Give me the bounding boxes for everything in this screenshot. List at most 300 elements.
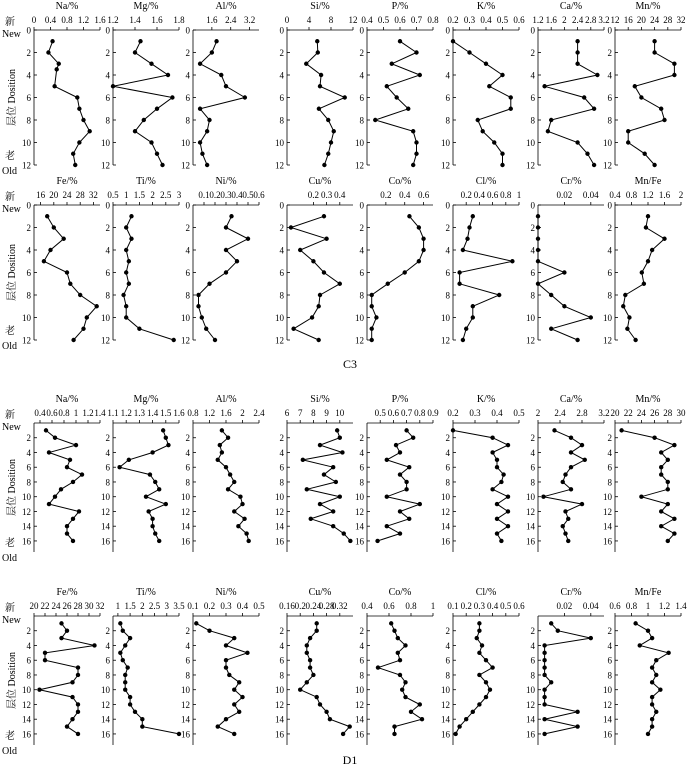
g0-r1-p2-data-point-5 bbox=[224, 270, 228, 274]
g0-r1-p7-data-point-5 bbox=[640, 270, 644, 274]
g1-r0-p6-y-tick-label-3: 8 bbox=[530, 477, 535, 488]
g0-r1-p6-x-tick-label-0: 0.02 bbox=[556, 190, 573, 200]
g1-r0-p5-data-point-7 bbox=[499, 480, 503, 484]
g0-r0-p3-y-tick-label-4: 8 bbox=[279, 115, 284, 126]
g0-r1-p3-data-point-11 bbox=[316, 338, 320, 342]
g0-r1-p0-y-tick-label-0: 0 bbox=[26, 200, 31, 211]
g0-r1-p2-data-point-11 bbox=[213, 338, 217, 342]
g0-r1-p6-y-tick-label-4: 8 bbox=[530, 290, 535, 301]
g1-r1-p2-x-tick-label-4: 0.5 bbox=[253, 601, 265, 611]
g0-r0-p7-x-tick-label-4: 28 bbox=[663, 15, 673, 25]
g1-r1-p7-x-tick-label-4: 1.4 bbox=[675, 601, 687, 611]
g1-r1-p5-data-point-6 bbox=[490, 665, 494, 669]
g0-r1-p4-y-tick-label-4: 8 bbox=[359, 290, 364, 301]
g1-r0-p4-data-point-7 bbox=[404, 480, 408, 484]
g0-r1-p3-y-tick-label-3: 6 bbox=[279, 268, 284, 278]
g1-r1-p2-series-line bbox=[196, 623, 247, 734]
g0-r1-p3-title: Cu/% bbox=[308, 176, 332, 187]
g1-r1-p1-x-tick-label-2: 2 bbox=[140, 601, 145, 611]
g0-r0-p2-data-point-1 bbox=[210, 50, 214, 54]
g1-r1-p3-y-tick-label-0: 2 bbox=[279, 626, 284, 637]
g0-r0-p1-data-point-8 bbox=[133, 129, 137, 133]
g1-r1-p3-data-point-14 bbox=[348, 724, 352, 728]
g1-r1-p7-y-tick-label-2: 6 bbox=[607, 655, 612, 666]
g1-r1-p6-y-tick-label-7: 16 bbox=[526, 729, 535, 740]
g0-r0-p6-y-tick-label-5: 10 bbox=[526, 138, 535, 148]
g1-r0-p2-y-tick-label-6: 14 bbox=[181, 521, 190, 532]
g1-r1-p0-data-point-12 bbox=[76, 710, 80, 714]
g0-r0-p0-data-point-5 bbox=[75, 95, 79, 99]
g1-r0-p0-x-tick-label-3: 1 bbox=[73, 408, 79, 418]
g1-r0-p4-x-tick-label-2: 0.7 bbox=[400, 408, 413, 418]
g0-r1-p3-y-tick-label-4: 8 bbox=[279, 290, 284, 301]
g1-r1-p0-x-tick-label-6: 32 bbox=[95, 601, 105, 611]
g0-r1-p7-y-tick-label-0: 0 bbox=[607, 200, 612, 211]
g0-r1-p2-y-tick-label-1: 2 bbox=[185, 223, 190, 233]
g0-r0-p5-x-tick-label-4: 0.6 bbox=[513, 15, 525, 25]
g1-r0-p6-data-point-2 bbox=[580, 443, 584, 447]
g0-r0-p7-x-tick-label-3: 24 bbox=[650, 15, 660, 25]
g0-r0-p6-y-tick-label-0: 0 bbox=[530, 25, 535, 36]
g0-r0-p5-x-tick-label-0: 0.2 bbox=[447, 15, 459, 25]
g1-r1-p2-data-point-4 bbox=[245, 651, 249, 655]
g1-r1-p2-y-tick-label-7: 16 bbox=[181, 729, 190, 740]
g0-r0-p4-data-point-0 bbox=[398, 39, 402, 43]
g0-r1-p1-x-tick-label-4: 2.5 bbox=[160, 190, 172, 200]
g0-r1-p4-x-tick-label-1: 0.4 bbox=[399, 190, 411, 200]
g0-r1-p2-data-point-6 bbox=[207, 282, 211, 286]
g0-r0-p3-x-tick-label-1: 4 bbox=[306, 15, 312, 25]
g0-r1-p3-y-tick-label-6: 12 bbox=[275, 335, 284, 346]
g0-r1-p3-x-tick-label-1: 0.3 bbox=[320, 190, 333, 200]
g0-r0-p1-data-point-11 bbox=[160, 163, 164, 167]
g1-r1-p3-x-tick-label-1: 0.2 bbox=[294, 601, 306, 611]
g1-r1-p4-data-point-11 bbox=[418, 702, 422, 706]
g1-r1-p3-data-point-10 bbox=[315, 695, 319, 699]
g1-r0-p7-x-tick-label-5: 30 bbox=[676, 408, 686, 418]
g0-r1-p6-data-point-10 bbox=[549, 327, 553, 331]
g1-r1-p1-x-tick-label-3: 2.5 bbox=[148, 601, 161, 611]
g1-r0-p6-data-point-7 bbox=[561, 480, 565, 484]
g1-r1-p6-data-point-12 bbox=[575, 710, 579, 714]
g0-r0-p1-data-point-2 bbox=[149, 62, 153, 66]
g1-r1-p5-title: Cl/% bbox=[475, 587, 497, 598]
g1-r0-new-en: New bbox=[2, 422, 21, 433]
g1-r1-p2-data-point-3 bbox=[224, 643, 228, 647]
g1-r1-p0-x-tick-label-1: 22 bbox=[40, 601, 50, 611]
g0-r1-p4-data-point-9 bbox=[374, 315, 378, 319]
g0-r0-p2-y-tick-label-2: 4 bbox=[185, 70, 190, 81]
g0-r1-p5-x-tick-label-2: 0.6 bbox=[486, 190, 499, 200]
g1-r0-p1-x-tick-label-1: 1.2 bbox=[120, 408, 132, 418]
g1-r0-p3-y-tick-label-5: 12 bbox=[275, 506, 284, 517]
g1-r0-p1-y-tick-label-2: 6 bbox=[105, 462, 110, 473]
g1-r0-p0-y-tick-label-1: 4 bbox=[26, 447, 31, 458]
g0-r0-p0-data-point-6 bbox=[77, 107, 81, 111]
g0-r1-new-cn: 新 bbox=[5, 192, 15, 203]
g1-r1-p6-y-tick-label-6: 14 bbox=[526, 714, 535, 725]
g1-r1-p4-y-tick-label-2: 6 bbox=[359, 655, 364, 666]
g1-r1-p1-data-point-3 bbox=[123, 643, 127, 647]
g0-r1-p5-data-point-5 bbox=[457, 270, 461, 274]
g1-r1-p7-y-tick-label-1: 4 bbox=[607, 640, 612, 651]
g1-r1-p5-y-tick-label-3: 8 bbox=[445, 670, 450, 681]
g1-r0-p6-y-tick-label-4: 10 bbox=[526, 492, 535, 503]
g0-r0-p5-data-point-3 bbox=[500, 73, 504, 77]
g1-r0-p0-x-tick-label-1: 0.6 bbox=[46, 408, 58, 418]
g1-r0-p3-data-point-2 bbox=[318, 443, 322, 447]
g1-r1-p1-data-point-9 bbox=[123, 688, 127, 692]
g0-r0-p6-data-point-1 bbox=[575, 50, 579, 54]
g0-r1-p4-data-point-11 bbox=[370, 338, 374, 342]
g1-r1-p3-data-point-2 bbox=[308, 636, 312, 640]
g0-r0-p3-data-point-6 bbox=[317, 107, 321, 111]
g1-r1-p6-title: Cr/% bbox=[560, 587, 582, 598]
g1-r1-p2-data-point-8 bbox=[237, 680, 241, 684]
g1-r1-p3-y-tick-label-5: 12 bbox=[275, 699, 284, 710]
g1-r0-p3-data-point-1 bbox=[338, 436, 342, 440]
g0-r0-p4-data-point-8 bbox=[411, 129, 415, 133]
g0-r1-p3-y-tick-label-1: 2 bbox=[279, 223, 284, 233]
g0-r0-p7-x-tick-label-1: 16 bbox=[623, 15, 633, 25]
g0-r1-p3-data-point-7 bbox=[318, 293, 322, 297]
g0-r0-p7-data-point-2 bbox=[672, 62, 676, 66]
g1-r0-p5-x-tick-label-1: 0.3 bbox=[469, 408, 481, 418]
g0-r0-p1-x-tick-label-1: 1.4 bbox=[129, 15, 141, 25]
g1-r1-p5-data-point-4 bbox=[477, 651, 481, 655]
g0-r1-new-en: New bbox=[2, 204, 21, 215]
g1-r1-p0-data-point-0 bbox=[59, 621, 63, 625]
g0-r0-p6-x-tick-label-0: 1.2 bbox=[532, 15, 544, 25]
g0-r1-p2-y-tick-label-6: 12 bbox=[181, 335, 190, 346]
g0-r1-p5-data-point-6 bbox=[457, 282, 461, 286]
g0-r1-p1-x-tick-label-2: 1.5 bbox=[133, 190, 146, 200]
g0-r1-p6-data-point-2 bbox=[536, 237, 540, 241]
g1-r0-p3-x-tick-label-0: 6 bbox=[284, 408, 290, 418]
g1-r1-p7-data-point-2 bbox=[650, 636, 654, 640]
g1-r1-p4-data-point-5 bbox=[398, 658, 402, 662]
g1-r0-p2-x-tick-label-1: 1.2 bbox=[203, 408, 216, 418]
g1-r0-p2-x-tick-label-4: 2.4 bbox=[253, 408, 265, 418]
g0-r0-p2-data-point-10 bbox=[200, 152, 204, 156]
g1-r0-p3-data-point-10 bbox=[318, 502, 322, 506]
g0-r1-p3-data-point-2 bbox=[324, 237, 328, 241]
g0-r1-p5-y-tick-label-6: 12 bbox=[441, 335, 450, 346]
g1-r0-p0-title: Na/% bbox=[55, 394, 79, 405]
g1-r1-p5-x-tick-label-5: 0.6 bbox=[513, 601, 525, 611]
g1-r0-p3-y-tick-label-0: 2 bbox=[279, 433, 284, 444]
g0-r1-p6-data-point-8 bbox=[562, 304, 566, 308]
g1-r0-p0-data-point-5 bbox=[65, 465, 69, 469]
g0-r0-p4-y-tick-label-3: 6 bbox=[359, 93, 364, 103]
g1-r0-p2-title: Al/% bbox=[215, 394, 237, 405]
g1-r1-p7-y-tick-label-0: 2 bbox=[607, 626, 612, 637]
g1-r0-p2-data-point-6 bbox=[228, 472, 232, 476]
g1-r1-p4-y-tick-label-0: 2 bbox=[359, 626, 364, 637]
g1-r0-p7-y-tick-label-7: 16 bbox=[603, 536, 612, 547]
g1-r0-p6-x-tick-label-1: 2.4 bbox=[554, 408, 566, 418]
g0-r1-p1-data-point-3 bbox=[124, 248, 128, 252]
g1-r1-p7-y-tick-label-7: 16 bbox=[603, 729, 612, 740]
g1-r1-p3-data-point-7 bbox=[311, 673, 315, 677]
g0-r1-p6-data-point-1 bbox=[536, 225, 540, 229]
g0-r0-p5-data-point-7 bbox=[476, 118, 480, 122]
g0-r0-p5-data-point-5 bbox=[509, 95, 513, 99]
g0-r1-old-cn: 老 bbox=[5, 326, 15, 337]
g1-r1-p1-x-tick-label-5: 3.5 bbox=[173, 601, 185, 611]
g0-r1-p3-data-point-3 bbox=[298, 248, 302, 252]
g0-r1-p2-y-tick-label-3: 6 bbox=[185, 268, 190, 278]
g0-r0-p3-data-point-11 bbox=[322, 163, 326, 167]
g1-r1-p7-y-tick-label-3: 8 bbox=[607, 670, 612, 681]
g0-r0-p3-series-line bbox=[306, 41, 345, 165]
g0-r1-p5-y-tick-label-0: 0 bbox=[445, 200, 450, 211]
g1-r1-p3-x-tick-label-4: 0.32 bbox=[331, 601, 348, 611]
g0-r0-p4-data-point-9 bbox=[414, 140, 418, 144]
g0-r1-p5-x-tick-label-4: 1 bbox=[516, 190, 522, 200]
g1-r1-p2-data-point-13 bbox=[224, 717, 228, 721]
g1-r1-p4-title: Co/% bbox=[388, 587, 412, 598]
g1-r1-p7-data-point-12 bbox=[654, 710, 658, 714]
g1-r0-p2-y-tick-label-3: 8 bbox=[185, 477, 190, 488]
g0-r1-p0-data-point-11 bbox=[71, 338, 75, 342]
g1-r0-p3-x-tick-label-3: 9 bbox=[324, 408, 329, 418]
g0-r0-p2-x-tick-label-0: 1.6 bbox=[206, 15, 218, 25]
g0-r0-p4-title: P/% bbox=[391, 1, 409, 12]
g1-r1-p3-y-tick-label-2: 6 bbox=[279, 655, 284, 666]
g1-r0-p3-x-tick-label-2: 8 bbox=[311, 408, 316, 418]
g0-r0-p7-data-point-0 bbox=[652, 39, 656, 43]
g0-r1-p3-data-point-6 bbox=[338, 282, 342, 286]
g0-r0-p1-y-tick-label-0: 0 bbox=[105, 25, 110, 36]
g1-r0-p5-x-tick-label-2: 0.4 bbox=[491, 408, 503, 418]
g1-r0-p7-data-point-10 bbox=[666, 502, 670, 506]
g1-r1-p5-data-point-3 bbox=[480, 643, 484, 647]
g0-r1-p4-x-tick-label-2: 0.6 bbox=[417, 190, 430, 200]
g0-r1-p0-y-tick-label-4: 8 bbox=[26, 290, 31, 301]
g1-r0-p7-series-line bbox=[622, 430, 675, 541]
g1-r1-p3-data-point-15 bbox=[341, 732, 345, 736]
g1-r0-p1-x-tick-label-4: 1.5 bbox=[160, 408, 172, 418]
g1-r1-p2-data-point-14 bbox=[216, 724, 220, 728]
g1-r0-p3-series-line bbox=[303, 430, 351, 541]
g1-r1-p1-data-point-1 bbox=[121, 629, 125, 633]
g1-r1-p2-y-tick-label-0: 2 bbox=[185, 626, 190, 637]
g1-r1-p2-data-point-1 bbox=[207, 629, 211, 633]
g0-r1-p5-data-point-4 bbox=[510, 259, 514, 263]
g1-r0-p7-data-point-11 bbox=[659, 509, 663, 513]
g1-r0-p4-y-tick-label-2: 6 bbox=[359, 462, 364, 473]
g1-r0-p0-data-point-14 bbox=[65, 531, 69, 535]
g1-r1-p6-data-point-15 bbox=[542, 732, 546, 736]
g1-r0-p4-y-tick-label-7: 16 bbox=[355, 536, 364, 547]
g0-r1-p0-y-tick-label-1: 2 bbox=[26, 223, 31, 233]
g1-r0-p2-data-point-15 bbox=[246, 539, 250, 543]
g1-r1-p7-data-point-5 bbox=[654, 658, 658, 662]
g0-r1-p7-y-tick-label-5: 10 bbox=[603, 313, 612, 323]
g1-r0-p3-data-point-0 bbox=[335, 428, 339, 432]
g0-r1-p5-y-tick-label-3: 6 bbox=[445, 268, 450, 278]
g1-r0-p3-data-point-8 bbox=[305, 487, 309, 491]
g0-r0-p7-data-point-11 bbox=[652, 163, 656, 167]
g0-r1-p2-data-point-4 bbox=[235, 259, 239, 263]
g1-r0-p6-y-tick-label-0: 2 bbox=[530, 433, 535, 444]
g0-r1-p6-data-point-4 bbox=[536, 259, 540, 263]
g0-r0-p6-x-tick-label-1: 1.6 bbox=[545, 15, 557, 25]
g0-r1-p3-data-point-8 bbox=[316, 304, 320, 308]
g0-r0-p7-data-point-5 bbox=[639, 95, 643, 99]
g0-r0-p1-series-line bbox=[113, 41, 172, 165]
g0-r0-p7-data-point-1 bbox=[652, 50, 656, 54]
g0-r1-p3-y-tick-label-0: 0 bbox=[279, 200, 284, 211]
g1-r0-p7-y-tick-label-6: 14 bbox=[603, 521, 612, 532]
g0-r1-p6-y-tick-label-6: 12 bbox=[526, 335, 535, 346]
g0-r0-p4-data-point-6 bbox=[406, 107, 410, 111]
g0-r0-p5-data-point-4 bbox=[487, 84, 491, 88]
g0-r0-p4-x-tick-label-1: 0.5 bbox=[377, 15, 390, 25]
g0-r0-p6-data-point-11 bbox=[592, 163, 596, 167]
g1-r0-p2-x-tick-label-3: 2 bbox=[240, 408, 245, 418]
g0-r0-p0-y-tick-label-1: 2 bbox=[26, 48, 31, 58]
g0-r1-p1-y-tick-label-1: 2 bbox=[105, 223, 110, 233]
g0-r1-p7-data-point-8 bbox=[621, 304, 625, 308]
g1-r0-p6-y-tick-label-1: 4 bbox=[530, 447, 535, 458]
g0-r1-p1-x-tick-label-1: 1 bbox=[123, 190, 129, 200]
g0-r1-p2-y-tick-label-5: 10 bbox=[181, 313, 190, 323]
g0-r1-p7-title: Mn/Fe bbox=[634, 176, 662, 187]
g0-r1-p2-data-point-9 bbox=[200, 315, 204, 319]
g1-r0-p6-data-point-6 bbox=[563, 472, 567, 476]
g0-r0-p5-y-tick-label-4: 8 bbox=[445, 115, 450, 126]
g1-r0-p1-x-tick-label-3: 1.4 bbox=[146, 408, 159, 418]
g0-r1-p2-data-point-10 bbox=[204, 327, 208, 331]
g1-r1-p0-y-tick-label-2: 6 bbox=[26, 655, 31, 666]
g1-r0-p3-data-point-5 bbox=[331, 465, 335, 469]
g0-r0-p3-x-tick-label-0: 0 bbox=[284, 15, 290, 25]
g1-r1-p1-data-point-2 bbox=[128, 636, 132, 640]
g1-r1-p4-data-point-2 bbox=[396, 636, 400, 640]
g1-r0-p4-data-point-13 bbox=[385, 524, 389, 528]
g1-r0-p5-y-tick-label-6: 14 bbox=[441, 521, 450, 532]
g0-r1-p7-y-tick-label-3: 6 bbox=[607, 268, 612, 278]
g0-r1-p7-data-point-2 bbox=[662, 237, 666, 241]
g1-r1-p6-data-point-10 bbox=[542, 695, 546, 699]
g1-r1-p3-x-tick-label-2: 0.24 bbox=[305, 601, 322, 611]
g0-r0-p1-y-tick-label-4: 8 bbox=[105, 115, 110, 126]
g1-r1-p1-data-point-8 bbox=[123, 680, 127, 684]
g1-r1-p3-data-point-9 bbox=[298, 688, 302, 692]
g0-r1-p7-y-tick-label-4: 8 bbox=[607, 290, 612, 301]
g1-r0-p1-data-point-10 bbox=[164, 502, 168, 506]
g1-r0-p7-data-point-1 bbox=[652, 436, 656, 440]
g0-r0-p4-data-point-4 bbox=[385, 84, 389, 88]
g0-r0-p2-data-point-5 bbox=[243, 95, 247, 99]
g1-r0-p3-data-point-9 bbox=[338, 495, 342, 499]
g1-r1-p4-data-point-13 bbox=[420, 717, 424, 721]
g0-r1-p7-data-point-4 bbox=[646, 259, 650, 263]
g0-r0-p6-data-point-7 bbox=[549, 118, 553, 122]
g0-r1-p2-data-point-0 bbox=[229, 214, 233, 218]
g0-r1-p4-y-tick-label-3: 6 bbox=[359, 268, 364, 278]
g0-r0-p2-data-point-0 bbox=[214, 39, 218, 43]
g0-r0-p2-y-tick-label-1: 2 bbox=[185, 48, 190, 58]
g0-r0-p7-x-tick-label-0: 12 bbox=[610, 15, 620, 25]
g1-r0-p6-data-point-1 bbox=[569, 436, 573, 440]
g1-r1-p2-data-point-6 bbox=[224, 665, 228, 669]
g1-r0-p4-data-point-6 bbox=[398, 472, 402, 476]
g1-r1-p2-x-tick-label-1: 0.2 bbox=[203, 601, 216, 611]
g1-r0-p2-data-point-4 bbox=[216, 458, 220, 462]
g1-r1-p2-y-tick-label-2: 6 bbox=[185, 655, 190, 666]
g0-r1-p3-data-point-1 bbox=[289, 225, 293, 229]
g1-r1-p0-y-tick-label-7: 16 bbox=[22, 729, 31, 740]
g1-r1-p5-y-tick-label-1: 4 bbox=[445, 640, 450, 651]
g1-r0-p2-data-point-9 bbox=[238, 495, 242, 499]
g1-r0-p5-data-point-12 bbox=[495, 517, 499, 521]
g0-r1-p4-data-point-8 bbox=[370, 304, 374, 308]
g1-r1-p5-x-tick-label-3: 0.4 bbox=[486, 601, 499, 611]
g1-r0-p5-data-point-13 bbox=[506, 524, 510, 528]
g0-r0-p0-y-tick-label-0: 0 bbox=[26, 25, 31, 36]
g1-r1-p7-data-point-15 bbox=[646, 732, 650, 736]
g0-r0-p6-data-point-3 bbox=[595, 73, 599, 77]
g0-r0-p1-data-point-3 bbox=[166, 73, 170, 77]
g0-r1-p4-title: Co/% bbox=[388, 176, 412, 187]
g1-r1-p6-y-tick-label-5: 12 bbox=[526, 699, 535, 710]
g0-r0-p3-data-point-9 bbox=[329, 140, 333, 144]
g1-r0-p0-y-tick-label-7: 16 bbox=[22, 536, 31, 547]
g1-r0-p0-data-point-15 bbox=[71, 539, 75, 543]
g1-r1-p0-y-tick-label-4: 10 bbox=[22, 685, 31, 696]
g0-r0-p1-title: Mg/% bbox=[133, 1, 159, 12]
g0-r1-p0-data-point-3 bbox=[48, 248, 52, 252]
g0-r0-p1-y-tick-label-1: 2 bbox=[105, 48, 110, 58]
g0-r1-p2-x-tick-label-4: 0.5 bbox=[242, 190, 254, 200]
g1-r1-p0-data-point-2 bbox=[59, 636, 63, 640]
g0-r0-p6-x-tick-label-2: 2 bbox=[562, 15, 567, 25]
g0-r0-p4-data-point-2 bbox=[390, 62, 394, 66]
g0-r0-p3-data-point-0 bbox=[315, 39, 319, 43]
g1-r0-p7-title: Mn/% bbox=[635, 394, 661, 405]
g1-r1-p0-series-line bbox=[40, 623, 95, 734]
g0-r1-p7-y-tick-label-1: 2 bbox=[607, 223, 612, 233]
g1-r1-p1-data-point-0 bbox=[118, 621, 122, 625]
g1-r0-p4-y-tick-label-1: 4 bbox=[359, 447, 364, 458]
g1-r0-p4-data-point-1 bbox=[411, 436, 415, 440]
g1-r0-p7-x-tick-label-3: 26 bbox=[650, 408, 660, 418]
g1-r1-p4-data-point-9 bbox=[400, 688, 404, 692]
g1-r1-p7-data-point-10 bbox=[650, 695, 654, 699]
g1-r1-p1-data-point-14 bbox=[140, 724, 144, 728]
g1-r1-p0-x-tick-label-2: 24 bbox=[51, 601, 61, 611]
g1-r1-p5-data-point-8 bbox=[484, 680, 488, 684]
g0-r0-p0-data-point-4 bbox=[52, 84, 56, 88]
g1-r1-p7-data-point-4 bbox=[666, 651, 670, 655]
g0-r0-p3-y-tick-label-3: 6 bbox=[279, 93, 284, 103]
g1-r1-p5-y-tick-label-6: 14 bbox=[441, 714, 450, 725]
g1-r0-p2-data-point-11 bbox=[232, 509, 236, 513]
g1-r1-p5-data-point-1 bbox=[477, 629, 481, 633]
g1-r0-p0-y-tick-label-6: 14 bbox=[22, 521, 31, 532]
g0-r0-p3-data-point-2 bbox=[304, 62, 308, 66]
g0-r1-p5-y-tick-label-2: 4 bbox=[445, 245, 450, 256]
g1-r1-p4-x-tick-label-3: 1 bbox=[430, 601, 436, 611]
g1-r1-p0-data-point-7 bbox=[76, 673, 80, 677]
g0-r1-p6-data-point-0 bbox=[536, 214, 540, 218]
g1-r0-p7-x-tick-label-1: 22 bbox=[623, 408, 633, 418]
g0-r1-p0-data-point-2 bbox=[62, 237, 66, 241]
g0-r0-p7-data-point-9 bbox=[626, 140, 630, 144]
